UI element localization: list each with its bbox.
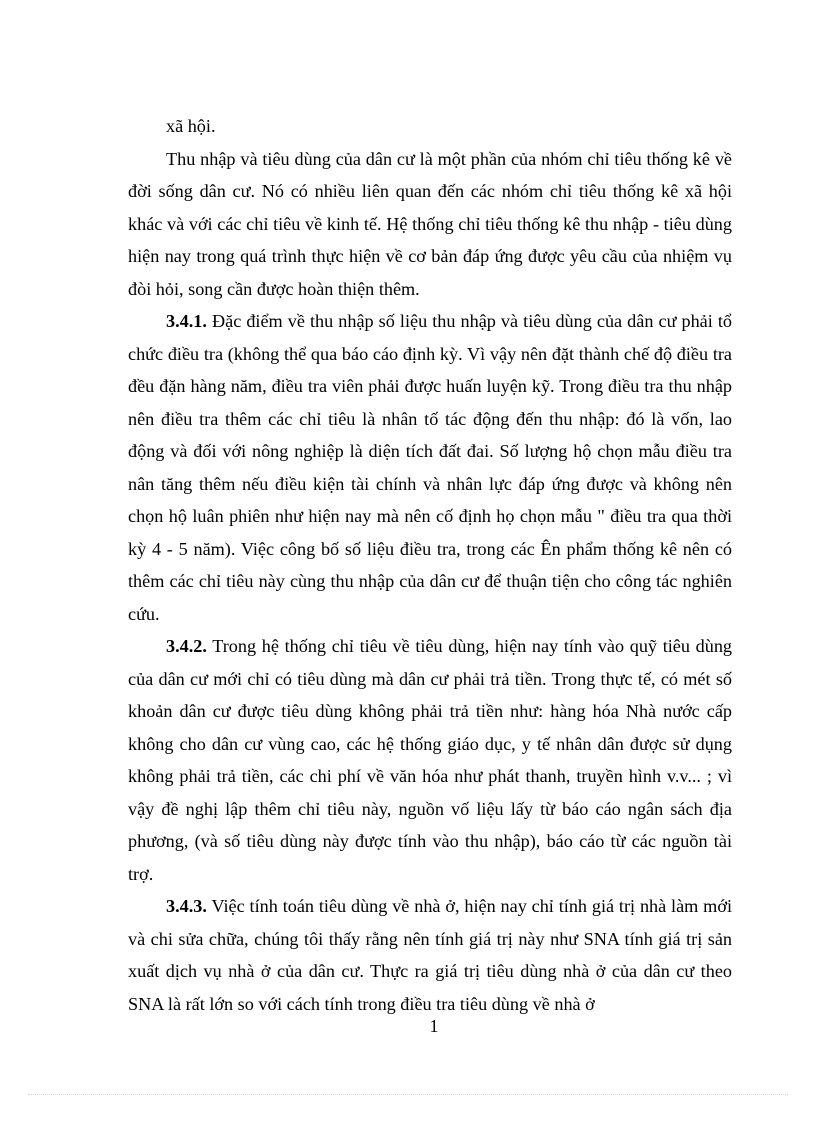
paragraph-text: Thu nhập và tiêu dùng của dân cư là một phần của nhóm chỉ tiêu thống kê về đời sống dân cư. Nó có nhiều liên quan đến các nhóm chỉ tiêu thống kê xã hội khác và với các chỉ tiêu về kinh tế. Hệ thống chỉ tiêu thống kê thu nhập - tiêu dùng hiện nay trong quá trình thực hiện về cơ bản đáp ứng được yêu cầu của nhiệm vụ đòi hỏi, song cần được hoàn thiện thêm. [128, 148, 732, 299]
paragraph-continuation [128, 110, 732, 143]
section-number: 3.4.3. [166, 896, 207, 916]
section-number: 3.4.1. [166, 311, 207, 331]
section-number: 3.4.2. [166, 636, 207, 656]
paragraph-3-4-1 [128, 305, 732, 630]
page-number: 1 [429, 1016, 439, 1036]
paragraph-intro [128, 143, 732, 306]
paragraph-text: Việc tính toán tiêu dùng về nhà ở, hiện nay chỉ tính giá trị nhà làm mới và chi sửa chữa, chúng tôi thấy rằng nên tính giá trị này như SNA tính giá trị sản xuất dịch vụ nhà ở của dân cư. Thực ra giá trị tiêu dùng nhà ở của dân cư theo SNA là rất lớn so với cách tính trong điều tra tiêu dùng về nhà ở [128, 896, 733, 1014]
footer-divider [28, 1094, 788, 1095]
paragraph-3-4-3 [128, 890, 732, 1020]
paragraph-text: xã hội. [166, 116, 216, 136]
paragraph-3-4-2 [128, 630, 732, 890]
paragraph-text: Đặc điểm về thu nhập số liệu thu nhập và tiêu dùng của dân cư phải tổ chức điều tra (không thể qua báo cáo định kỳ. Vì vậy nên đặt thành chế độ điều tra đều đặn hàng năm, điều tra viên phải được huấn luyện kỹ. Trong điều tra thu nhập nên điều tra thêm các chỉ tiêu là nhân tố tác động đến thu nhập: đó là vốn, lao động và đối với nông nghiệp là diện tích đất đai. Số lượng hộ chọn mẫu điều tra nân tăng thêm nếu điều kiện tài chính và nhân lực đáp ứng được và không nên chọn hộ luân phiên như hiện nay mà nên cố định họ chọn mẫu " điều tra qua thời kỳ 4 - 5 năm). Việc công bố số liệu điều tra, trong các Ên phẩm thống kê nên có thêm các chỉ tiêu này cùng thu nhập của dân cư để thuận tiện cho công tác nghiên cứu. [128, 311, 732, 624]
paragraph-text: Trong hệ thống chỉ tiêu về tiêu dùng, hiện nay tính vào quỹ tiêu dùng của dân cư mới chỉ có tiêu dùng mà dân cư phải trả tiền. Trong thực tế, có mét số khoản dân cư được tiêu dùng không phải trả tiền như: hàng hóa Nhà nước cấp không cho dân cư vùng cao, các hệ thống giáo dục, y tế nhân dân được sử dụng không phải trả tiền, các chi phí về văn hóa như phát thanh, truyền hình v.v... ; vì vậy đề nghị lập thêm chỉ tiêu này, nguồn vố liệu lấy từ báo cáo ngân sách địa phương, (và số tiêu dùng này được tính vào thu nhập), báo cáo từ các nguồn tài trợ. [128, 636, 733, 884]
document-body [128, 110, 732, 1020]
